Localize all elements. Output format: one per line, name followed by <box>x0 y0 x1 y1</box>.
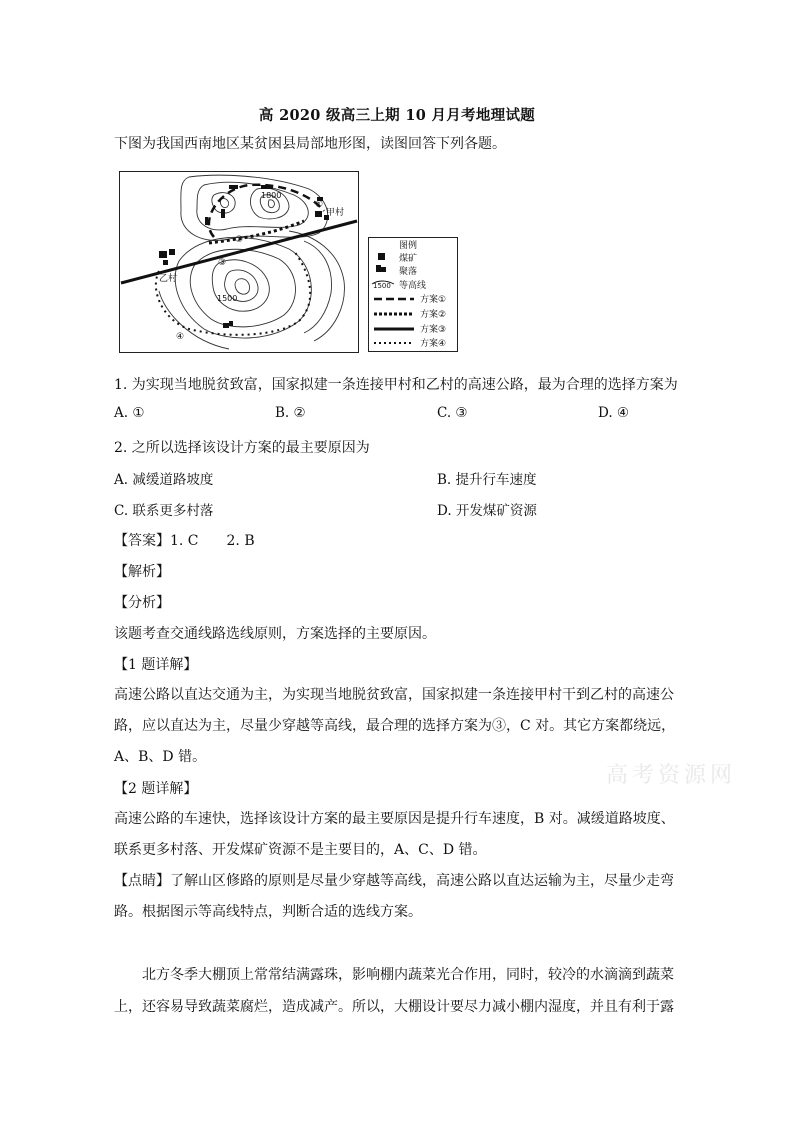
topographic-map <box>119 171 359 353</box>
legend-label-settlement: 聚落 <box>399 267 418 277</box>
detail2-heading: 【2 题详解】 <box>114 781 198 797</box>
marker-plan-3: ③ <box>218 258 227 268</box>
q2-stem: 2. 之所以选择该设计方案的最主要原因为 <box>114 440 370 456</box>
q1-option-d: D. ④ <box>598 405 630 421</box>
marker-plan-2: ② <box>235 235 244 245</box>
q2-option-a: A. 减缓道路坡度 <box>114 472 214 488</box>
legend-label-contour: 等高线 <box>399 281 427 291</box>
fenxi-text: 该题考查交通线路选线原则，方案选择的主要原因。 <box>114 626 436 642</box>
q1-option-b: B. ② <box>275 405 306 421</box>
legend-label-coal: 煤矿 <box>399 254 418 264</box>
marker-plan-4: ④ <box>176 332 185 342</box>
legend-contour-value: 1500 <box>373 282 391 290</box>
detail2-text: 高速公路的车速快，选择该设计方案的最主要原因是提升行车速度，B 对。减缓道路坡度、联系更多村落、开发煤矿资源不是主要目的，A、C、D 错。 <box>114 811 675 858</box>
watermark: 高考资源网 <box>606 763 737 788</box>
analysis-heading: 【解析】 <box>114 564 170 580</box>
legend-title: 图例 <box>399 241 418 251</box>
marker-plan-1: ① <box>315 200 324 210</box>
legend-label-plan3: 方案③ <box>420 325 447 335</box>
answer-line: 【答案】1. C 2. B <box>114 533 255 549</box>
label-contour-1800: 1800 <box>261 191 282 200</box>
label-village-jia: 甲村 <box>326 208 345 218</box>
legend-label-plan4: 方案④ <box>420 339 447 349</box>
label-village-yi: 乙村 <box>159 274 178 284</box>
page-title: 高 2020 级高三上期 10 月月考地理试题 <box>258 107 536 124</box>
q2-option-d: D. 开发煤矿资源 <box>437 503 537 519</box>
q2-option-b: B. 提升行车速度 <box>437 472 537 488</box>
fenxi-heading: 【分析】 <box>114 595 170 611</box>
next-passage: 北方冬季大棚顶上常常结满露珠，影响棚内蔬菜光合作用，同时，较冷的水滴滴到蔬菜上，还容易导致蔬菜腐烂，造成减产。所以，大棚设计要尽力减小棚内湿度，并且有利于露 <box>114 967 674 1015</box>
label-contour-1500: 1500 <box>217 294 238 303</box>
q1-stem: 1. 为实现当地脱贫致富，国家拟建一条连接甲村和乙村的高速公路，最为合理的选择方案为 <box>114 377 678 393</box>
detail1-text: 高速公路以直达交通为主，为实现当地脱贫致富，国家拟建一条连接甲村干到乙村的高速公路，应以直达为主，尽量少穿越等高线，最合理的选择方案为③，C 对。其它方案都绕远，A、B、D 错。 <box>114 687 676 765</box>
legend-label-plan2: 方案② <box>420 310 447 320</box>
q1-option-c: C. ③ <box>437 405 468 421</box>
detail1-heading: 【1 题详解】 <box>114 657 198 673</box>
legend-label-plan1: 方案① <box>420 295 447 305</box>
q2-option-c: C. 联系更多村落 <box>114 503 214 519</box>
intro-text: 下图为我国西南地区某贫困县局部地形图，读图回答下列各题。 <box>114 136 506 152</box>
map-legend <box>368 237 458 352</box>
dianjing-text: 【点睛】了解山区修路的原则是尽量少穿越等高线，高速公路以直达运输为主，尽量少走弯路。根据图示等高线特点，判断合适的选线方案。 <box>114 873 674 920</box>
q1-option-a: A. ① <box>114 405 145 421</box>
